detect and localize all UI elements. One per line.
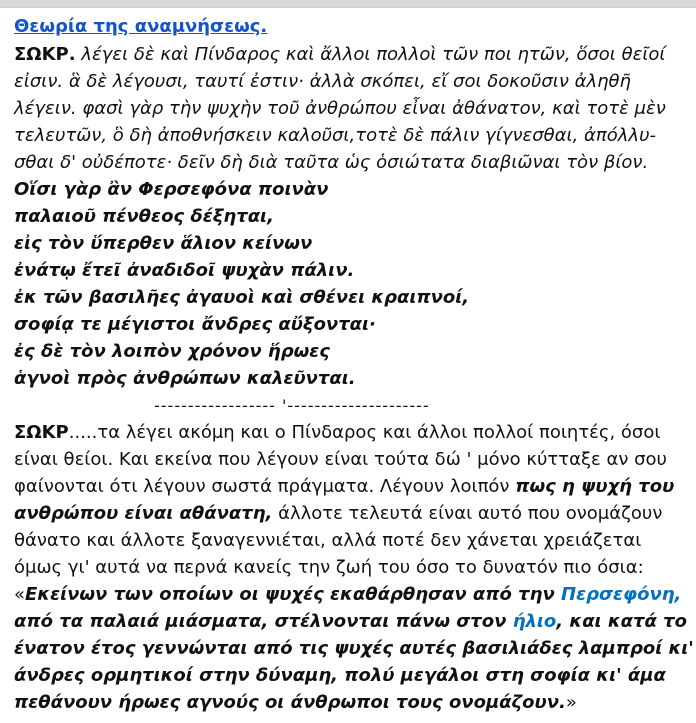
text-segment: εἰς τὸν ὕπερθεν ἅλιον κείνων: [14, 233, 313, 254]
text-segment: είναι θείοι. Και εκείνα που λέγουν είναι τούτα δώ ' μόνο κύτταξε αν σου: [14, 449, 667, 470]
link-persephone[interactable]: Περσεφόνη,: [561, 584, 682, 605]
text-line: [14, 230, 688, 257]
text-line: [14, 581, 688, 608]
text-segment: άνδρες ορμητικοί στην δύναμη, πολύ μεγάλοι στη σοφία κι' άμα: [14, 665, 666, 686]
text-line: [14, 500, 688, 527]
text-segment: φαίνονται ότι λέγουν σωστά πράγματα. Λέγουν λοιπόν: [14, 476, 516, 497]
pindar-poem: [14, 176, 688, 392]
text-line: [14, 689, 688, 716]
text-segment: ἐς δὲ τὸν λοιπὸν χρόνον ἥρωες: [14, 341, 330, 362]
text-segment: «: [14, 584, 26, 605]
text-line: [14, 446, 688, 473]
text-segment: όμως γι' αυτά να περνά κανείς την ζωή του όσο το δυνατόν πιο όσια:: [14, 557, 644, 578]
text-segment: από τα παλαιά μιάσματα, στέλνονται πάνω στον: [14, 611, 513, 632]
text-line: [14, 473, 688, 500]
text-line: [14, 554, 688, 581]
text-segment: εἰσιν. ἃ δὲ λέγουσι, ταυτί ἐστιν· ἀλλὰ σκόπει, εἴ σοι δοκοῦσιν ἀληθῆ: [14, 71, 631, 92]
text-line: [14, 203, 688, 230]
text-line: [14, 149, 688, 176]
document-page: [0, 8, 696, 716]
text-segment: Οἵσι γὰρ ἂν Φερσεφόνα ποινὰν: [14, 179, 329, 200]
text-segment: άλλοτε τελευτά είναι αυτό που ονομάζουν: [272, 503, 663, 524]
text-line: [14, 338, 688, 365]
text-segment: ένατον έτος γεννώνται από τις ψυχές αυτές βασιλιάδες λαμπροί κι': [14, 638, 694, 659]
text-line: [14, 527, 688, 554]
text-line: [14, 365, 688, 392]
window-top-bar: [0, 0, 696, 8]
text-line: [14, 257, 688, 284]
text-segment: ἐνάτῳ ἔτεῖ ἀναδιδοῖ ψυχὰν πάλιν.: [14, 260, 355, 281]
text-segment: .....τα λέγει ακόμη και ο Πίνδαρος και άλλοι πολλοί ποιητές, όσοι: [68, 422, 661, 443]
text-line: [14, 95, 688, 122]
ancient-greek-paragraph: [14, 41, 688, 176]
text-line: [14, 419, 688, 446]
text-line: [14, 41, 688, 68]
text-line: [14, 635, 694, 662]
modern-greek-paragraph: [14, 419, 694, 716]
text-line: [14, 608, 688, 635]
text-segment: , και κατά το: [556, 611, 687, 632]
text-line: [14, 68, 688, 95]
text-segment: »: [565, 692, 577, 713]
text-segment: ανθρώπου είναι αθάνατη,: [14, 503, 273, 524]
text-line: [14, 284, 688, 311]
text-line: [14, 122, 688, 149]
text-segment: ΣΩΚΡ.: [14, 44, 76, 65]
text-segment: τελευτῶν, ὃ δὴ ἀποθνήσκειν καλοῦσι,τοτὲ δὲ πάλιν γίγνεσθαι, ἀπόλλυ-: [14, 125, 656, 146]
text-line: [14, 176, 688, 203]
text-line: [14, 311, 688, 338]
text-segment: πεθάνουν ήρωες αγνούς οι άνθρωποι τους ονομάζουν.: [14, 692, 566, 713]
text-segment: σθαι δ' οὐδέποτε· δεῖν δὴ διὰ ταῦτα ὡς ὁσιώτατα διαβιῶναι τὸν βίον.: [14, 152, 649, 173]
text-segment: λέγει δὲ καὶ Πίνδαρος καὶ ἄλλοι πολλοὶ τῶν ποι ητῶν, ὅσοι θεῖοί: [75, 44, 666, 65]
text-segment: παλαιοῦ πένθεος δέξηται,: [14, 206, 274, 227]
text-segment: ἐκ τῶν βασιλῆες ἀγαυοὶ καὶ σθένει κραιπνοί,: [14, 287, 470, 308]
text-segment: ἁγνοὶ πρὸς ἀνθρώπων καλεῦνται.: [14, 368, 356, 389]
text-line: [14, 662, 688, 689]
page-title[interactable]: Θεωρία της αναμνήσεως.: [14, 16, 268, 37]
section-divider: ------------------ '---------------------: [154, 396, 430, 415]
text-segment: θάνατο και άλλοτε ξαναγεννιέται, αλλά ποτέ δεν χάνεται χρειάζεται: [14, 530, 642, 551]
text-segment: ΣΩΚΡ: [14, 422, 69, 443]
text-segment: Εκείνων των οποίων οι ψυχές εκαθάρθησαν από την: [25, 584, 561, 605]
text-segment: πως η ψυχή του: [515, 476, 675, 497]
link-helios[interactable]: ήλιο: [512, 611, 557, 632]
text-segment: λέγειν. φασὶ γὰρ τὴν ψυχὴν τοῦ ἀνθρώπου εἶναι ἀθάνατον, καὶ τοτὲ μὲν: [14, 98, 666, 119]
text-segment: σοφίᾳ τε μέγιστοι ἄνδρες αὔξονται·: [14, 314, 376, 335]
